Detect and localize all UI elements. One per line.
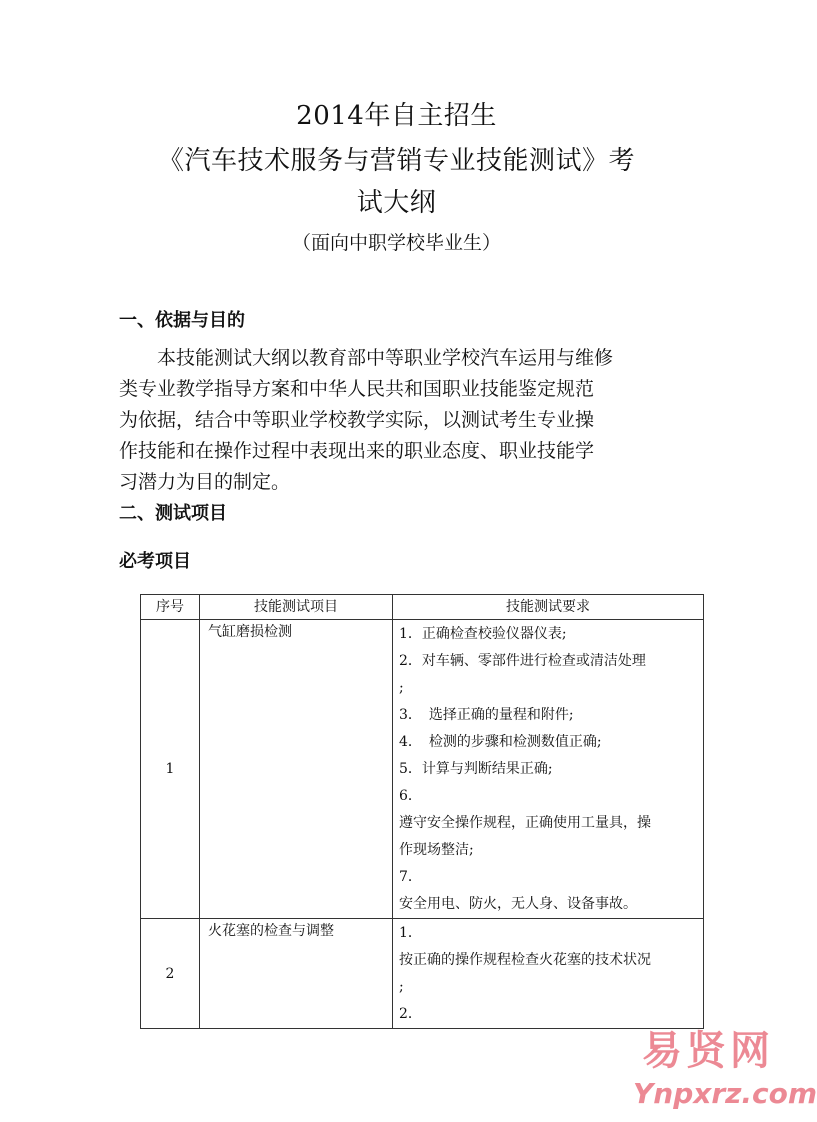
header-test-requirements: 技能测试要求 <box>393 595 704 620</box>
row-item: 火花塞的检查与调整 <box>200 919 393 1029</box>
requirement-line: 3． 选择正确的量程和附件; <box>399 707 574 723</box>
test-items-table <box>140 594 704 1029</box>
paragraph-line: 作技能和在操作过程中表现出来的职业态度、职业技能学 <box>119 440 595 462</box>
row-number: 2 <box>141 919 200 1029</box>
title-line-1: 2014年自主招生 <box>296 101 497 131</box>
table-header-row <box>141 595 704 620</box>
watermark-url: Ynpxrz.com <box>633 1077 817 1110</box>
requirement-line: 2．对车辆、零部件进行检查或清洁处理 <box>399 653 646 669</box>
requirement-line: 作现场整洁; <box>399 842 474 858</box>
requirement-line: 2． <box>399 1006 422 1022</box>
header-number: 序号 <box>141 595 200 620</box>
row-item: 气缸磨损检测 <box>200 620 393 919</box>
table-row <box>141 620 704 919</box>
section-heading-basis: 一、依据与目的 <box>119 310 245 331</box>
header-test-item: 技能测试项目 <box>200 595 393 620</box>
requirement-line: ; <box>399 680 404 696</box>
requirement-line: 5．计算与判断结果正确; <box>399 761 553 777</box>
requirement-line: 安全用电、防火，无人身、设备事故。 <box>399 896 637 912</box>
title-line-2: 《汽车技术服务与营销专业技能测试》考 <box>157 146 635 176</box>
section-heading-test-items: 二、测试项目 <box>119 503 227 524</box>
requirement-line: 7． <box>399 869 422 885</box>
requirement-line: 按正确的操作规程检查火花塞的技术状况 <box>399 952 651 968</box>
table-row <box>141 919 704 1029</box>
basis-paragraph <box>119 343 679 498</box>
row-requirements <box>393 919 704 1029</box>
requirement-line: 遵守安全操作规程，正确使用工量具，操 <box>399 815 651 831</box>
requirement-line: 1．正确检查校验仪器仪表; <box>399 626 567 642</box>
paragraph-line: 本技能测试大纲以教育部中等职业学校汽车运用与维修 <box>157 347 614 369</box>
paragraph-line: 习潜力为目的制定。 <box>119 471 291 493</box>
paragraph-line: 类专业教学指导方案和中华人民共和国职业技能鉴定规范 <box>119 378 595 400</box>
row-number: 1 <box>141 620 200 919</box>
watermark-logo: 易贤网 <box>642 1028 774 1074</box>
section-subheading-required: 必考项目 <box>119 551 191 572</box>
requirement-line: 1． <box>399 925 422 941</box>
title-line-3: 试大纲 <box>356 188 437 218</box>
requirement-line: 4． 检测的步骤和检测数值正确; <box>399 734 602 750</box>
row-requirements <box>393 620 704 919</box>
requirement-line: 6． <box>399 788 422 804</box>
page-subtitle: （面向中职学校毕业生） <box>291 232 501 254</box>
requirement-line: ; <box>399 979 404 995</box>
paragraph-line: 为依据，结合中等职业学校教学实际，以测试考生专业操 <box>119 409 595 431</box>
